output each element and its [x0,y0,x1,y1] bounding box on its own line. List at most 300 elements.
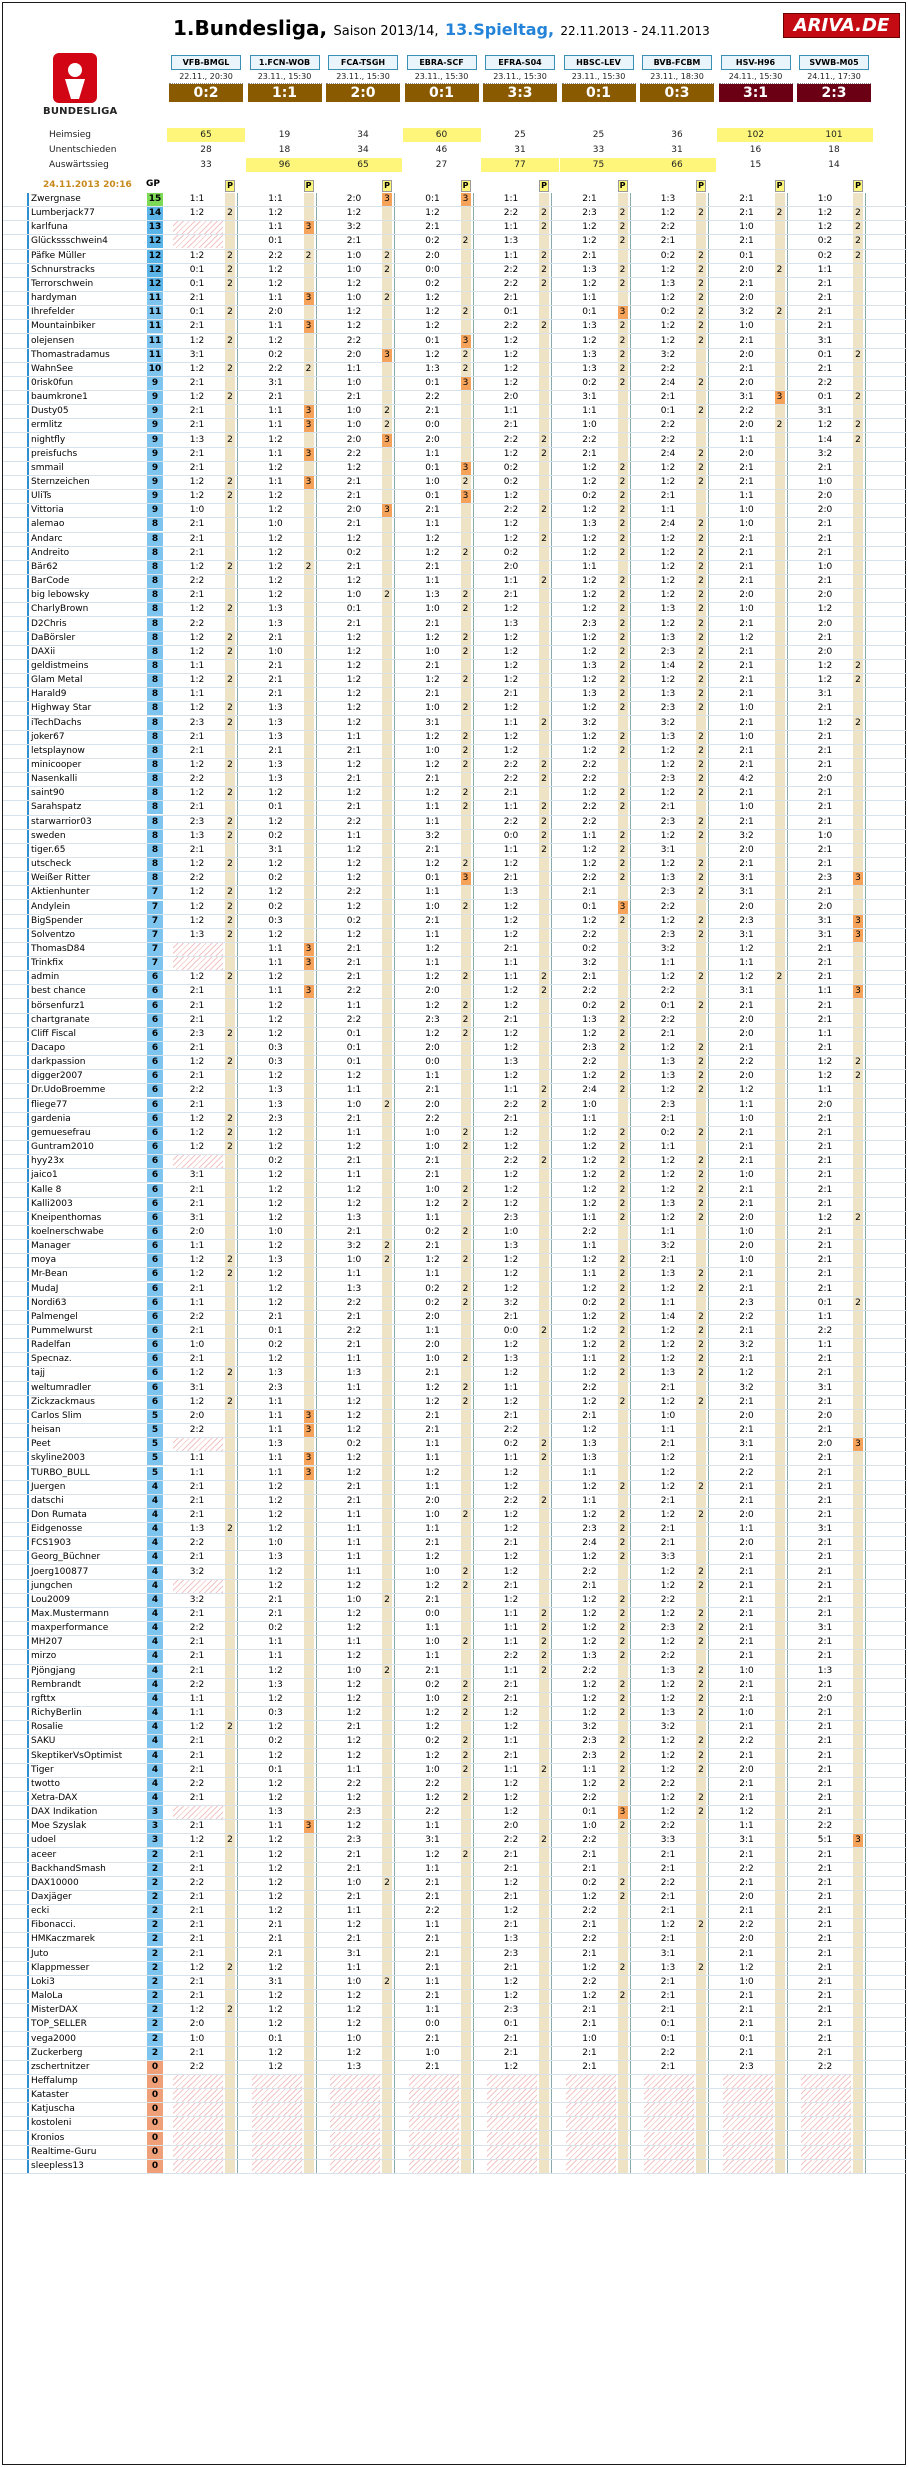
table-row[interactable] [3,1778,907,1792]
table-row[interactable] [3,1438,907,1452]
table-row[interactable] [3,363,907,377]
table-row[interactable] [3,801,907,815]
user-name[interactable]: Solventzo [31,929,76,940]
table-row[interactable] [3,2117,907,2131]
user-name[interactable]: Glückssschwein4 [31,236,108,247]
table-row[interactable] [3,1509,907,1523]
user-name[interactable]: tiger.65 [31,844,66,855]
user-name[interactable]: MaloLa [31,1991,63,2002]
table-row[interactable] [3,1339,907,1353]
table-row[interactable] [3,985,907,999]
user-name[interactable]: best chance [31,986,86,997]
ariva-logo[interactable] [783,13,900,38]
table-row[interactable] [3,533,907,547]
table-row[interactable] [3,858,907,872]
user-name[interactable]: Daxjäger [31,1892,72,1902]
table-row[interactable] [3,1070,907,1084]
user-name[interactable]: Glam Metal [31,675,83,686]
table-row[interactable] [3,2061,907,2075]
user-name[interactable]: sleepless13 [31,2160,84,2171]
table-row[interactable] [3,2047,907,2061]
user-name[interactable]: Tiger [31,1764,54,1775]
user-name[interactable]: Lumberjack77 [31,208,95,219]
user-name[interactable]: Zwergnase [31,194,81,204]
user-name[interactable]: tajj [31,1368,46,1379]
user-name[interactable]: Trinkfix [31,958,64,969]
table-row[interactable] [3,787,907,801]
user-name[interactable]: Guntram2010 [31,1142,94,1153]
user-name[interactable]: Schnurstracks [31,264,95,275]
table-row[interactable] [3,1113,907,1127]
user-name[interactable]: Mountainbiker [31,321,96,332]
table-row[interactable] [3,632,907,646]
table-row[interactable] [3,872,907,886]
table-row[interactable] [3,1467,907,1481]
table-row[interactable] [3,221,907,235]
table-row[interactable] [3,2160,907,2174]
user-name[interactable]: Pjöngjang [31,1665,76,1676]
table-row[interactable] [3,1834,907,1848]
table-row[interactable] [3,2075,907,2089]
table-row[interactable] [3,1212,907,1226]
user-name[interactable]: Carlos Slim [31,1410,82,1421]
table-row[interactable] [3,943,907,957]
user-name[interactable]: maxperformance [31,1623,109,1634]
table-row[interactable] [3,702,907,716]
user-name[interactable]: Dr.UdoBroemme [31,1085,106,1096]
user-name[interactable]: twotto [31,1778,60,1789]
table-row[interactable] [3,674,907,688]
user-name[interactable]: fliege77 [31,1099,68,1110]
table-row[interactable] [3,2033,907,2047]
user-name[interactable]: Dusty05 [31,406,69,417]
table-row[interactable] [3,349,907,363]
user-name[interactable]: baumkrone1 [31,392,88,403]
match-header[interactable] [324,55,402,99]
user-name[interactable]: geldistmeins [31,660,89,671]
table-row[interactable] [3,1169,907,1183]
user-name[interactable]: Max.Mustermann [31,1609,109,1619]
user-name[interactable]: Kalli2003 [31,1198,73,1209]
table-row[interactable] [3,957,907,971]
table-row[interactable] [3,377,907,391]
user-name[interactable]: WahnSee [31,363,74,374]
table-row[interactable] [3,688,907,702]
table-row[interactable] [3,1735,907,1749]
user-name[interactable]: vega2000 [31,2033,76,2044]
table-row[interactable] [3,1084,907,1098]
user-name[interactable]: Aktienhunter [31,887,90,898]
match-header[interactable] [246,55,324,99]
user-name[interactable]: Mr-Bean [31,1269,68,1280]
user-name[interactable]: Moe Szyslak [31,1821,87,1832]
match-header[interactable] [795,55,873,99]
table-row[interactable] [3,1650,907,1664]
table-row[interactable] [3,2089,907,2103]
user-name[interactable]: rgfttx [31,1693,56,1704]
user-name[interactable]: Sternzeichen [31,477,90,487]
user-name[interactable]: gemuesefrau [31,1127,91,1138]
table-row[interactable] [3,1707,907,1721]
table-row[interactable] [3,901,907,915]
table-row[interactable] [3,1099,907,1113]
user-name[interactable]: sweden [31,830,66,841]
table-row[interactable] [3,320,907,334]
user-name[interactable]: Andreito [31,547,70,558]
match-name[interactable]: EBRA-SCF [407,55,477,70]
user-name[interactable]: Palmengel [31,1311,78,1322]
user-name[interactable]: admin [31,972,60,983]
table-row[interactable] [3,207,907,221]
user-name[interactable]: Don Rumata [31,1509,87,1520]
match-name[interactable]: VFB-BMGL [171,55,241,70]
user-name[interactable]: SAKU [31,1736,56,1747]
table-row[interactable] [3,1042,907,1056]
user-name[interactable]: preisfuchs [31,448,78,459]
user-name[interactable]: 0risk0fun [31,377,74,388]
match-header[interactable] [167,55,245,99]
table-row[interactable] [3,915,907,929]
table-row[interactable] [3,603,907,617]
user-name[interactable]: Zuckerberg [31,2047,83,2058]
user-name[interactable]: heisan [31,1425,61,1436]
user-name[interactable]: BarCode [31,576,70,587]
user-name[interactable]: koelnerschwabe [31,1226,104,1237]
user-name[interactable]: Kalle 8 [31,1184,62,1195]
user-name[interactable]: Zickzackmaus [31,1396,95,1407]
user-name[interactable]: Kronios [31,2132,65,2143]
user-name[interactable]: digger2007 [31,1071,83,1082]
user-name[interactable]: ecki [31,1906,50,1917]
table-row[interactable] [3,1622,907,1636]
user-name[interactable]: minicooper [31,760,82,770]
table-row[interactable] [3,1580,907,1594]
user-name[interactable]: DAX10000 [31,1877,79,1888]
table-row[interactable] [3,434,907,448]
table-row[interactable] [3,1551,907,1565]
table-row[interactable] [3,1523,907,1537]
table-row[interactable] [3,1452,907,1466]
match-header[interactable] [560,55,638,99]
table-row[interactable] [3,1693,907,1707]
user-name[interactable]: olejensen [31,335,75,346]
table-row[interactable] [3,1283,907,1297]
match-name[interactable]: BVB-FCBM [642,55,712,70]
table-row[interactable] [3,1382,907,1396]
table-row[interactable] [3,816,907,830]
user-name[interactable]: Weißer Ritter [31,873,91,884]
user-name[interactable]: Nordi63 [31,1297,67,1308]
user-name[interactable]: big lebowsky [31,590,90,601]
user-name[interactable]: smmail [31,462,64,473]
user-name[interactable]: Nasenkalli [31,774,78,785]
match-name[interactable]: HBSC-LEV [564,55,634,70]
user-name[interactable]: datschi [31,1495,64,1506]
user-name[interactable]: DAX Indikation [31,1807,98,1818]
table-row[interactable] [3,278,907,292]
table-row[interactable] [3,490,907,504]
table-row[interactable] [3,504,907,518]
user-name[interactable]: Juergen [31,1481,66,1492]
user-name[interactable]: TURBO_BULL [31,1467,90,1478]
user-name[interactable]: BackhandSmash [31,1863,106,1874]
table-row[interactable] [3,1155,907,1169]
table-row[interactable] [3,1424,907,1438]
table-row[interactable] [3,1877,907,1891]
user-name[interactable]: börsenfurz1 [31,1000,85,1011]
user-name[interactable]: mirzo [31,1651,57,1662]
user-name[interactable]: weltumradler [31,1382,92,1393]
user-name[interactable]: Ihrefelder [31,307,75,318]
user-name[interactable]: DaBörsler [31,632,76,643]
user-name[interactable]: ermlitz [31,420,63,431]
table-row[interactable] [3,1254,907,1268]
user-name[interactable]: moya [31,1255,57,1266]
table-row[interactable] [3,1679,907,1693]
table-row[interactable] [3,1608,907,1622]
match-name[interactable]: 1.FCN-WOB [250,55,320,70]
user-name[interactable]: zschertnitzer [31,2061,90,2072]
user-name[interactable]: Realtime-Guru [31,2146,97,2157]
table-row[interactable] [3,306,907,320]
user-name[interactable]: Kataster [31,2090,69,2101]
table-row[interactable] [3,1325,907,1339]
table-row[interactable] [3,1863,907,1877]
table-row[interactable] [3,1056,907,1070]
table-row[interactable] [3,405,907,419]
table-row[interactable] [3,1410,907,1424]
user-name[interactable]: Specnaz. [31,1354,72,1365]
user-name[interactable]: Dacapo [31,1043,66,1053]
user-name[interactable]: Radelfan [31,1340,71,1351]
table-row[interactable] [3,1764,907,1778]
table-row[interactable] [3,1184,907,1198]
table-row[interactable] [3,1933,907,1947]
table-row[interactable] [3,1240,907,1254]
table-row[interactable] [3,731,907,745]
table-row[interactable] [3,1566,907,1580]
table-row[interactable] [3,660,907,674]
user-name[interactable]: gardenia [31,1113,71,1124]
user-name[interactable]: udoel [31,1835,56,1846]
table-row[interactable] [3,2146,907,2160]
user-name[interactable]: Fibonacci. [31,1920,76,1931]
table-row[interactable] [3,448,907,462]
user-name[interactable]: jaico1 [31,1170,58,1181]
table-row[interactable] [3,646,907,660]
table-row[interactable] [3,717,907,731]
user-name[interactable]: aceer [31,1849,57,1860]
table-row[interactable] [3,391,907,405]
user-name[interactable]: Heffalump [31,2075,78,2086]
user-name[interactable]: Rosalie [31,1722,64,1733]
user-name[interactable]: Katjuscha [31,2104,75,2115]
match-name[interactable]: SVWB-M05 [799,55,869,70]
user-name[interactable]: Klappmesser [31,1962,90,1973]
match-name[interactable]: HSV-H96 [721,55,791,70]
table-row[interactable] [3,547,907,561]
table-row[interactable] [3,1127,907,1141]
user-name[interactable]: Sarahspatz [31,802,82,813]
user-name[interactable]: MH207 [31,1637,63,1648]
table-row[interactable] [3,1990,907,2004]
table-row[interactable] [3,929,907,943]
user-name[interactable]: D2Chris [31,618,67,629]
user-name[interactable]: BigSpender [31,915,84,926]
user-name[interactable]: Kneipenthomas [31,1212,102,1223]
tip-value: 1:2 [425,293,440,304]
table-row[interactable] [3,2018,907,2032]
user-name[interactable]: hyy23x [31,1156,65,1167]
table-row[interactable] [3,235,907,249]
user-name[interactable]: HMKaczmarek [31,1934,95,1945]
table-row[interactable] [3,292,907,306]
user-name[interactable]: karlfuna [31,222,68,233]
table-row[interactable] [3,1750,907,1764]
user-name[interactable]: joker67 [31,731,65,742]
table-row[interactable] [3,1353,907,1367]
table-row[interactable] [3,1849,907,1863]
table-row[interactable] [3,1919,907,1933]
match-name[interactable]: EFRA-S04 [485,55,555,70]
table-row[interactable] [3,193,907,207]
table-row[interactable] [3,1000,907,1014]
table-row[interactable] [3,1976,907,1990]
user-name[interactable]: Terrorschwein [31,278,94,289]
table-row[interactable] [3,1948,907,1962]
user-name[interactable]: Andylein [31,901,71,912]
table-row[interactable] [3,1820,907,1834]
table-row[interactable] [3,250,907,264]
user-name[interactable]: chartgranate [31,1014,90,1025]
table-row[interactable] [3,2103,907,2117]
table-row[interactable] [3,2132,907,2146]
table-row[interactable] [3,886,907,900]
table-row[interactable] [3,462,907,476]
table-row[interactable] [3,1481,907,1495]
user-name[interactable]: MisterDAX [31,2005,78,2016]
table-row[interactable] [3,971,907,985]
user-name[interactable]: Vittoria [31,505,64,516]
table-row[interactable] [3,1537,907,1551]
user-name[interactable]: FCS1903 [31,1538,72,1549]
user-name[interactable]: UliTs [31,491,52,502]
table-row[interactable] [3,1396,907,1410]
table-row[interactable] [3,561,907,575]
table-row[interactable] [3,575,907,589]
user-name[interactable]: utscheck [31,859,72,870]
user-name[interactable]: Xetra-DAX [31,1792,78,1803]
table-row[interactable] [3,618,907,632]
table-row[interactable] [3,1367,907,1381]
user-name[interactable]: Thomastradamus [31,349,110,360]
user-name[interactable]: Joerg100877 [31,1566,89,1577]
user-name[interactable]: Loki3 [31,1976,55,1987]
user-name[interactable]: Päfke Müller [31,250,86,261]
table-row[interactable] [3,1141,907,1155]
match-header[interactable] [717,55,795,99]
user-name[interactable]: letsplaynow [31,745,85,756]
match-header[interactable] [638,55,716,99]
user-name[interactable]: TOP_SELLER [31,2019,87,2030]
user-name[interactable]: alemao [31,519,65,530]
user-name[interactable]: Andarc [31,533,63,544]
table-row[interactable] [3,1905,907,1919]
user-name[interactable]: saint90 [31,788,65,799]
user-name[interactable]: Pummelwurst [31,1326,93,1336]
match-header[interactable] [403,55,481,99]
table-row[interactable] [3,2004,907,2018]
table-row[interactable] [3,1665,907,1679]
table-row[interactable] [3,264,907,278]
user-name[interactable]: Eidgenosse [31,1524,83,1535]
user-name[interactable]: starwarrior03 [31,816,92,827]
table-row[interactable] [3,844,907,858]
user-name[interactable]: Lou2009 [31,1594,70,1605]
user-name[interactable]: Harald9 [31,689,67,700]
table-row[interactable] [3,589,907,603]
table-row[interactable] [3,745,907,759]
user-name[interactable]: Juto [31,1948,49,1959]
user-name[interactable]: DAXii [31,646,56,657]
user-name[interactable]: skyline2003 [31,1453,86,1464]
table-row[interactable] [3,1806,907,1820]
table-row[interactable] [3,1297,907,1311]
table-row[interactable] [3,1028,907,1042]
table-row[interactable] [3,1014,907,1028]
table-row[interactable] [3,1962,907,1976]
table-row[interactable] [3,1594,907,1608]
user-name[interactable]: kostoleni [31,2118,72,2129]
table-row[interactable] [3,476,907,490]
match-header[interactable] [481,55,559,99]
table-row[interactable] [3,1311,907,1325]
table-row[interactable] [3,1226,907,1240]
table-row[interactable] [3,830,907,844]
table-row[interactable] [3,419,907,433]
user-name[interactable]: Georg_Büchner [31,1552,101,1563]
user-name[interactable]: RichyBerlin [31,1708,82,1719]
user-name[interactable]: darkpassion [31,1057,86,1068]
table-row[interactable] [3,518,907,532]
user-name[interactable]: jungchen [31,1580,73,1591]
user-name[interactable]: ThomasD84 [31,943,86,954]
table-row[interactable] [3,759,907,773]
table-row[interactable] [3,1636,907,1650]
user-name[interactable]: Cliff Fiscal [31,1028,77,1039]
user-name[interactable]: CharlyBrown [31,604,89,615]
user-name[interactable]: iTechDachs [31,717,82,728]
table-row[interactable] [3,1891,907,1905]
table-row[interactable] [3,1198,907,1212]
user-name[interactable]: Peet [31,1439,51,1450]
user-name[interactable]: hardyman [31,293,77,304]
table-row[interactable] [3,335,907,349]
table-row[interactable] [3,1268,907,1282]
table-row[interactable] [3,773,907,787]
user-name[interactable]: SkeptikerVsOptimist [31,1750,123,1761]
user-name[interactable]: MudaJ [31,1283,59,1294]
user-name[interactable]: Highway Star [31,703,92,714]
user-name[interactable]: Rembrandt [31,1679,82,1690]
table-row[interactable] [3,1721,907,1735]
user-name[interactable]: nightfly [31,434,66,445]
table-row[interactable] [3,1495,907,1509]
user-name[interactable]: Bär62 [31,561,58,572]
table-row[interactable] [3,1792,907,1806]
match-name[interactable]: FCA-TSGH [328,55,398,70]
user-name[interactable]: Manager [31,1241,71,1252]
